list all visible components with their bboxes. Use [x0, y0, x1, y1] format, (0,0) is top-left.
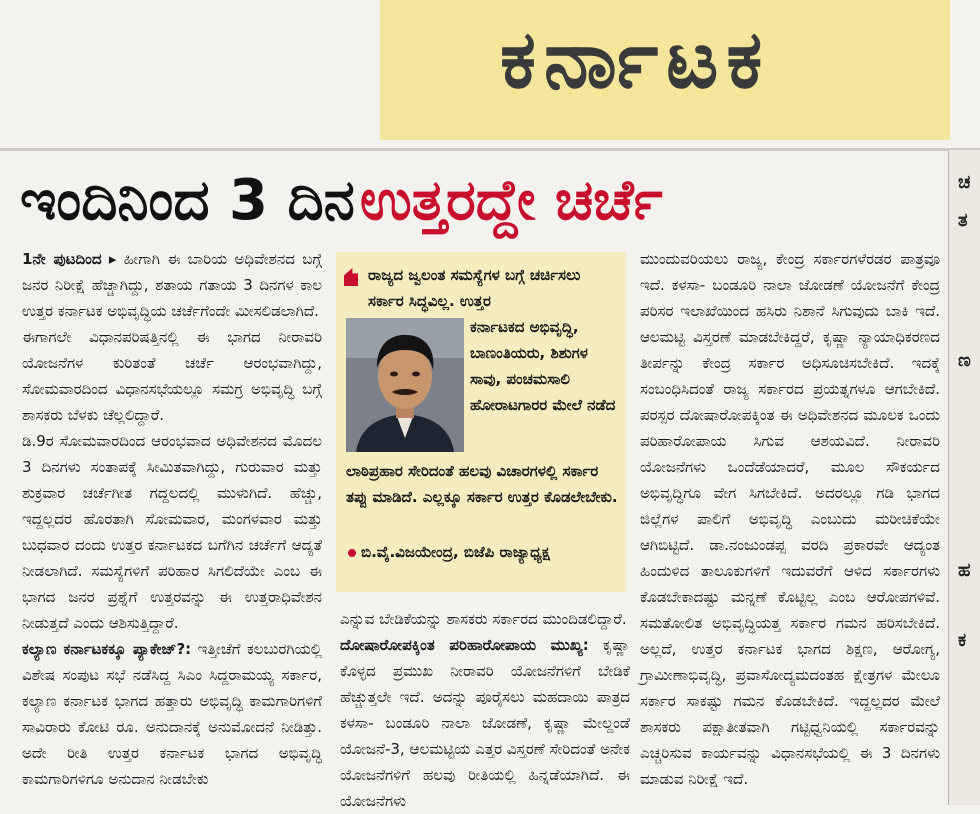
adjacent-column-strip [948, 150, 980, 805]
article-column-2 [340, 606, 630, 814]
paragraph [22, 246, 322, 324]
paragraph [340, 632, 630, 814]
article-column-3 [640, 246, 940, 792]
paragraph: ಎನ್ನುವ ಬೇಡಿಕೆಯನ್ನು ಶಾಸಕರು ಸರ್ಕಾರದ ಮುಂದಿಡಲಿದ್ದಾರೆ. [340, 610, 627, 628]
paragraph-text: ಕೃಷ್ಣಾ ಕೊಳ್ಳದ ಪ್ರಮುಖ ನೀರಾವರಿ ಯೋಜನೆಗಳಿಗೆ ಬೇಡಿಕೆ ಹೆಚ್ಚುತ್ತಲೇ ಇದೆ. ಅದನ್ನು ಪೂರೈಸಲು ಮಹದಾಯಿ ಪಾತ್ರದ ಕಳಸಾ- ಬಂಡೂರಿ ನಾಲಾ ಜೋಡಣೆ, ಕೃಷ್ಣಾ ಮೇಲ್ದಂಡೆ ಯೋಜನೆ-3, ಆಲಮಟ್ಟಿಯ ಎತ್ತರ ವಿಸ್ತರಣೆ ಸೇರಿದಂತೆ ಅನೇಕ ಯೋಜನೆಗಳಿಗೆ ಹಲವು ರೀತಿಯಲ್ಲಿ ಹಿನ್ನಡೆಯಾಗಿದೆ. ಈ ಯೋಜನೆಗಳು [340, 636, 630, 810]
quote-text: ಲಾಠಿಪ್ರಹಾರ ಸೇರಿದಂತೆ ಹಲವು ವಿಚಾರಗಳಲ್ಲಿ ಸರ್ಕಾರ ತಪ್ಪು ಮಾಡಿದೆ. ಎಲ್ಲಕ್ಕೂ ಸರ್ಕಾರ ಉತ್ತರ ಕೊಡಲೇಬೇಕು. [346, 462, 618, 506]
paragraph: ಈಗಾಗಲೇ ವಿಧಾನಪರಿಷತ್ತಿನಲ್ಲಿ ಈ ಭಾಗದ ನೀರಾವರಿ ಯೋಜನೆಗಳ ಕುರಿತಂತೆ ಚರ್ಚೆ ಆರಂಭವಾಗಿದ್ದು, ಸೋಮವಾರದಿಂದ ವಿಧಾನಸಭೆಯಲ್ಲೂ ಸಮಗ್ರ ಅಭಿವೃದ್ಧಿ ಬಗ್ಗೆ ಶಾಸಕರು ಬೆಳಕು ಚೆಲ್ಲಲಿದ್ದಾರೆ. [22, 328, 322, 424]
paragraph-text: ಹೀಗಾಗಿ ಈ ಬಾರಿಯ ಅಧಿವೇಶನದ ಬಗ್ಗೆ ಜನರ ನಿರೀಕ್ಷೆ ಹೆಚ್ಚಾಗಿದ್ದು, ಶತಾಯ ಗತಾಯ 3 ದಿನಗಳ ಕಾಲ ಉತ್ತರ ಕರ್ನಾಟಕ ಅಭಿವೃದ್ಧಿಯ ಚರ್ಚೆಗೆಂದೇ ಮೀಸಲಿಡಲಾಗಿದೆ. [22, 250, 322, 320]
article-column-1 [22, 246, 322, 792]
attribution-text: ಬಿ.ವೈ.ವಿಜಯೇಂದ್ರ, ಬಿಜೆಪಿ ರಾಜ್ಯಾಧ್ಯಕ್ಷ [361, 543, 551, 561]
subheading: ದೋಷಾರೋಪಕ್ಕಿಂತ ಪರಿಹಾರೋಪಾಯ ಮುಖ್ಯ: [340, 636, 589, 654]
portrait-photo [346, 318, 464, 452]
side-char-2: ತ [958, 210, 968, 231]
side-char-3: ಣ [958, 350, 971, 371]
subheading: ಕಲ್ಯಾಣ ಕರ್ನಾಟಕಕ್ಕೂ ಪ್ಯಾಕೇಜ್?: [22, 640, 192, 658]
side-char-1: ಚ [958, 172, 971, 193]
divider [0, 148, 980, 151]
red-dot-icon [348, 549, 356, 557]
paragraph-text: ಇತ್ತೀಚೆಗೆ ಕಲಬುರಗಿಯಲ್ಲಿ ವಿಶೇಷ ಸಂಪುಟ ಸಭೆ ನಡೆಸಿದ್ದ ಸಿಎಂ ಸಿದ್ದರಾಮಯ್ಯ ಸರ್ಕಾರ, ಕಲ್ಯಾಣ ಕರ್ನಾಟಕ ಭಾಗದ ಹತ್ತಾರು ಅಭಿವೃದ್ಧಿ ಕಾಮಗಾರಿಗಳಿಗೆ ಸಾವಿರಾರು ಕೋಟಿ ರೂ. ಅನುದಾನಕ್ಕೆ ಅನುಮೋದನೆ ನೀಡಿತ್ತು. ಅದೇ ರೀತಿ ಉತ್ತರ ಕರ್ನಾಟಕ ಭಾಗದ ಅಭಿವೃದ್ಧಿ ಕಾಮಗಾರಿಗಳಿಗೂ ಅನುದಾನ ನೀಡಬೇಕು [22, 640, 322, 788]
quote-text: ರಾಜ್ಯದ ಜ್ವಲಂತ ಸಮಸ್ಯೆಗಳ ಬಗ್ಗೆ ಚರ್ಚಿಸಲು ಸರ್ಕಾರ ಸಿದ್ಧವಿಲ್ಲ. ಉತ್ತರ [368, 266, 581, 310]
headline-part-2: ಉತ್ತರದ್ದೇ ಚರ್ಚೆ [359, 168, 663, 233]
paragraph: ಡಿ.9ರ ಸೋಮವಾರದಿಂದ ಆರಂಭವಾದ ಅಧಿವೇಶನದ ಮೊದಲ 3 ದಿನಗಳು ಸಂತಾಪಕ್ಕೆ ಸೀಮಿತವಾಗಿದ್ದು, ಗುರುವಾರ ಮತ್ತು ಶುಕ್ರವಾರ ಚರ್ಚೆಗೀತ ಗದ್ದಲದಲ್ಲಿ ಮುಳುಗಿದೆ. ಹೆಚ್ಚು, ಇದ್ದಲ್ಲದರ ಹೊರತಾಗಿ ಸೋಮವಾರ, ಮಂಗಳವಾರ ಮತ್ತು ಬುಧವಾರ ದಂದು ಉತ್ತರ ಕರ್ನಾಟಕದ ಬಗೆಗಿನ ಚರ್ಚೆಗೆ ಆದ್ಯತೆ ನೀಡಲಾಗಿದೆ. ಸಮಸ್ಯೆಗಳಿಗೆ ಪರಿಹಾರ ಸಿಗಲಿದೆಯೇ ಎಂಬ ಈ ಭಾಗದ ಜನರ ಪ್ರಶ್ನೆಗೆ ಉತ್ತರವನ್ನು ಈ ಉತ್ತರಾಧಿವೇಶನ ನೀಡುತ್ತದೆ ಎಂದು ಆಶಿಸುತ್ತಿದ್ದಾರೆ. [22, 432, 322, 632]
headline-part-1: ಇಂದಿನಿಂದ 3 ದಿನ [20, 168, 355, 233]
quote-text: ಕರ್ನಾಟಕದ ಅಭಿವೃದ್ಧಿ, ಬಾಣಂತಿಯರು, ಶಿಶುಗಳ ಸಾವು, ಪಂಚಮಸಾಲಿ ಹೋರಾಟಗಾರರ ಮೇಲೆ ನಡೆದ [470, 318, 616, 414]
paragraph [22, 636, 322, 792]
continued-from-label: 1ನೇ ಪುಟದಿಂದ [22, 250, 102, 268]
quote-attribution [348, 540, 628, 564]
side-char-4: ಹ [958, 560, 971, 581]
side-char-5: ಕ [958, 630, 967, 651]
arrow-icon: ▸ [108, 250, 117, 268]
portrait-image [346, 318, 464, 452]
paragraph: ಮುಂದುವರಿಯಲು ರಾಜ್ಯ, ಕೇಂದ್ರ ಸರ್ಕಾರಗಳೆರಡರ ಪಾತ್ರವೂ ಇದೆ. ಕಳಸಾ- ಬಂಡೂರಿ ನಾಲಾ ಜೋಡಣೆ ಯೋಜನೆಗೆ ಕೇಂದ್ರ ಪರಿಸರ ಇಲಾಖೆಯಿಂದ ಹಸಿರು ನಿಶಾನೆ ಸಿಗುವುದು ಬಾಕಿ ಇದೆ. ಆಲಮಟ್ಟಿ ವಿಸ್ತರಣೆ ಮಾಡಬೇಕಿದ್ದರೆ, ಕೃಷ್ಣಾ ನ್ಯಾಯಾಧಿಕರಣದ ತೀರ್ಪನ್ನು ಕೇಂದ್ರ ಸರ್ಕಾರ ಅಧಿಸೂಚಿಸಬೇಕಿದೆ. ಇದಕ್ಕೆ ಸಂಬಂಧಿಸಿದಂತೆ ರಾಜ್ಯ ಸರ್ಕಾರದ ಪ್ರಯತ್ನಗಳೂ ಆಗಬೇಕಿದೆ. ಪರಸ್ಪರ ದೋಷಾರೋಪಕ್ಕಿಂತ ಈ ಅಧಿವೇಶನದ ಮೂಲಕ ಒಂದು ಪರಿಹಾರೋಪಾಯ ಸಿಗುವ ಆಶಯವಿದೆ. ನೀರಾವರಿ ಯೋಜನೆಗಳು ಒಂದೆಡೆಯಾದರೆ, ಮೂಲ ಸೌಕರ್ಯದ ಅಭಿವೃದ್ಧಿಗೂ ವೇಗ ಸಿಗಬೇಕಿದೆ. ಅದರಲ್ಲೂ ಗಡಿ ಭಾಗದ ಜಿಲ್ಲೆಗಳ ಪಾಲಿಗೆ ಅಭಿವೃದ್ಧಿ ಎಂಬುದು ಮರೀಚಿಕೆಯೇ ಆಗಿಬಿಟ್ಟಿದೆ. ಡಾ.ನಂಜುಂಡಪ್ಪ ವರದಿ ಪ್ರಕಾರವೇ ಆದ್ಯಂತ ಹಿಂದುಳಿದ ತಾಲೂಕುಗಳಿಗೆ ಇದುವರೆಗೆ ಆಳಿದ ಸರ್ಕಾರಗಳು ಕೊಡಬೇಕಾದಷ್ಟು ಮನ್ನಣೆ ಕೊಟ್ಟಿಲ್ಲ ಎಂಬ ಆರೋಪಗಳಿವೆ. ಸಮತೋಲಿತ ಅಭಿವೃದ್ಧಿಯತ್ತ ಸರ್ಕಾರ ಗಮನ ಹರಿಸಬೇಕಿದೆ. ಅಲ್ಲದೆ, ಉತ್ತರ ಕರ್ನಾಟಕ ಭಾಗದ ಶಿಕ್ಷಣ, ಆರೋಗ್ಯ, ಗ್ರಾಮೀಣಾಭಿವೃದ್ಧಿ, ಪ್ರವಾಸೋದ್ಯಮದಂತಹ ಕ್ಷೇತ್ರಗಳ ಮೇಲೂ ಸರ್ಕಾರ ಸಾಕಷ್ಟು ಗಮನ ಕೊಡಬೇಕಿದೆ. ಇದ್ದಲ್ಲದರ ಮೇಲೆ ಶಾಸಕರು ಪಕ್ಷಾತೀತವಾಗಿ ಗಟ್ಟಿಧ್ವನಿಯಲ್ಲಿ ಸರ್ಕಾರವನ್ನು ಎಚ್ಚರಿಸುವ ಕಾರ್ಯವನ್ನು ವಿಧಾನಸಭೆಯಲ್ಲಿ ಈ 3 ದಿನಗಳು ಮಾಡುವ ನಿರೀಕ್ಷೆ ಇದೆ. [640, 250, 940, 788]
section-title: ಕರ್ನಾಟಕ [500, 13, 771, 106]
headline [20, 166, 663, 236]
